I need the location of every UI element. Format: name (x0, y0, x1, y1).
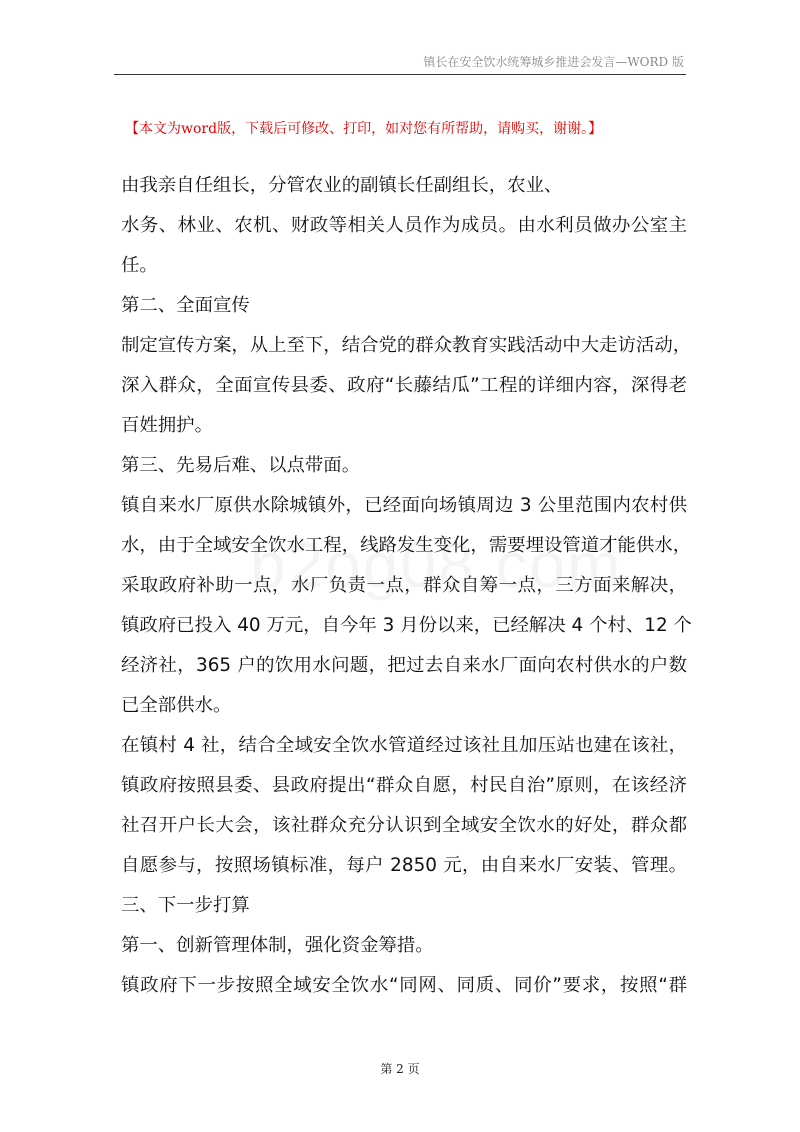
text-line: 百姓拥护。 (121, 415, 213, 436)
text-line: 深入群众，全面宣传县委、政府“长藤结瓜”工程的详细内容，深得老 (121, 375, 687, 396)
text-line: 已全部供水。 (121, 695, 232, 716)
section-heading: 第二、全面宣传 (121, 295, 250, 316)
section-heading: 第三、先易后难、以点带面。 (121, 455, 361, 476)
text-line: 在镇村 4 社，结合全域安全饮水管道经过该社且加压站也建在该社， (121, 735, 687, 756)
download-notice: 【本文为word版，下载后可修改、打印，如对您有所帮助，请购买，谢谢。】 (125, 121, 603, 137)
text-line: 制定宣传方案，从上至下，结合党的群众教育实践活动中大走访活动， (121, 335, 692, 356)
text-line: 镇自来水厂原供水除城镇外，已经面向场镇周边 3 公里范围内农村供 (121, 495, 687, 516)
text-line: 由我亲自任组长，分管农业的副镇长任副组长，农业、 (121, 175, 563, 196)
text-line: 任。 (121, 255, 158, 276)
text-line: 自愿参与，按照场镇标准，每户 2850 元，由自来水厂安装、管理。 (121, 855, 687, 876)
section-heading: 第一、创新管理体制，强化资金筹措。 (121, 935, 434, 956)
text-line: 水务、林业、农机、财政等相关人员作为成员。由水利员做办公室主 (121, 215, 687, 236)
section-heading: 三、下一步打算 (121, 895, 250, 916)
text-line: 采取政府补助一点，水厂负责一点，群众自筹一点，三方面来解决， (121, 575, 687, 596)
page-number: 第 2 页 (380, 1062, 420, 1076)
text-line: 镇政府按照县委、县政府提出“群众自愿，村民自治”原则，在该经济 (121, 775, 687, 796)
text-line: 水，由于全域安全饮水工程，线路发生变化，需要埋设管道才能供水， (121, 535, 692, 556)
body-text (121, 166, 692, 1006)
text-line: 镇政府已投入 40 万元，自今年 3 月份以来，已经解决 4 个村、12 个 (121, 615, 692, 636)
header-rule (114, 74, 686, 75)
text-line: 社召开户长大会，该社群众充分认识到全域安全饮水的好处，群众都 (121, 815, 687, 836)
running-header: 镇长在安全饮水统筹城乡推进会发言—WORD 版 (423, 55, 684, 69)
text-line: 经济社，365 户的饮用水问题，把过去自来水厂面向农村供水的户数 (121, 655, 687, 676)
text-line: 镇政府下一步按照全域安全饮水“同网、同质、同价”要求，按照“群 (121, 975, 687, 996)
